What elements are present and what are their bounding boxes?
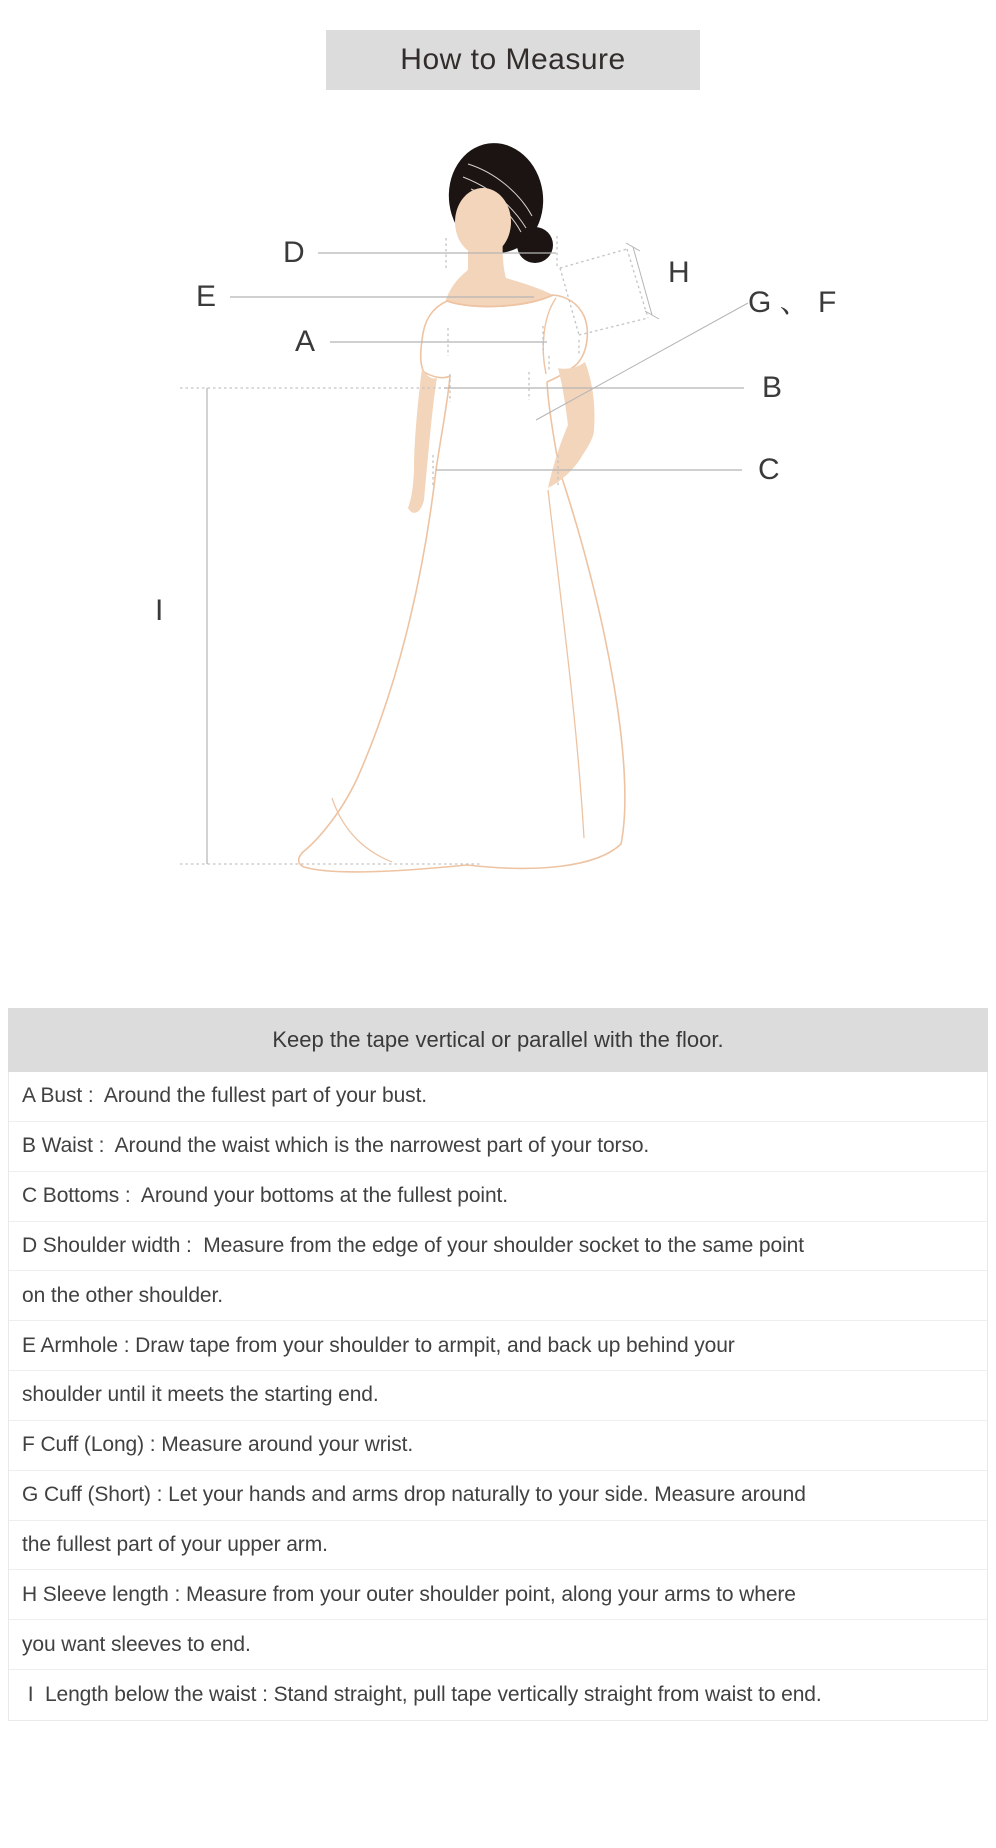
page-title: How to Measure	[326, 30, 700, 90]
table-row: C Bottoms : Around your bottoms at the fullest point.	[9, 1172, 987, 1222]
table-row: G Cuff (Short) : Let your hands and arms drop naturally to your side. Measure around	[9, 1471, 987, 1521]
table-row: I Length below the waist : Stand straight, pull tape vertically straight from waist to end.	[22, 1683, 822, 1707]
table-row: F Cuff (Long) : Measure around your wrist.	[9, 1421, 987, 1471]
table-header: Keep the tape vertical or parallel with the floor.	[8, 1008, 988, 1072]
table-row: on the other shoulder.	[9, 1271, 987, 1321]
table-row: you want sleeves to end.	[9, 1620, 987, 1670]
measurement-table	[8, 1008, 988, 1721]
label-waist-b: B	[762, 371, 783, 404]
table-row: E Armhole : Draw tape from your shoulder to armpit, and back up behind your	[9, 1321, 987, 1371]
table-row: the fullest part of your upper arm.	[9, 1521, 987, 1571]
label-bottoms-c: C	[758, 453, 780, 486]
table-row: H Sleeve length : Measure from your outer shoulder point, along your arms to where	[9, 1570, 987, 1620]
label-shoulder-width-d: D	[283, 236, 305, 269]
table-row: A Bust : Around the fullest part of your bust.	[9, 1072, 987, 1122]
label-length-i: I	[155, 594, 164, 627]
label-bust-a: A	[295, 325, 316, 358]
label-sleeve-length-h: H	[668, 256, 690, 289]
figure-right-arm	[548, 362, 595, 488]
label-armhole-e: E	[196, 280, 217, 313]
table-row: B Waist : Around the waist which is the narrowest part of your torso.	[9, 1122, 987, 1172]
table-body	[8, 1072, 988, 1721]
label-cuff-gf: G 、 F	[748, 286, 837, 319]
table-row: D Shoulder width : Measure from the edge of your shoulder socket to the same point	[9, 1222, 987, 1272]
table-row: shoulder until it meets the starting end.	[9, 1371, 987, 1421]
